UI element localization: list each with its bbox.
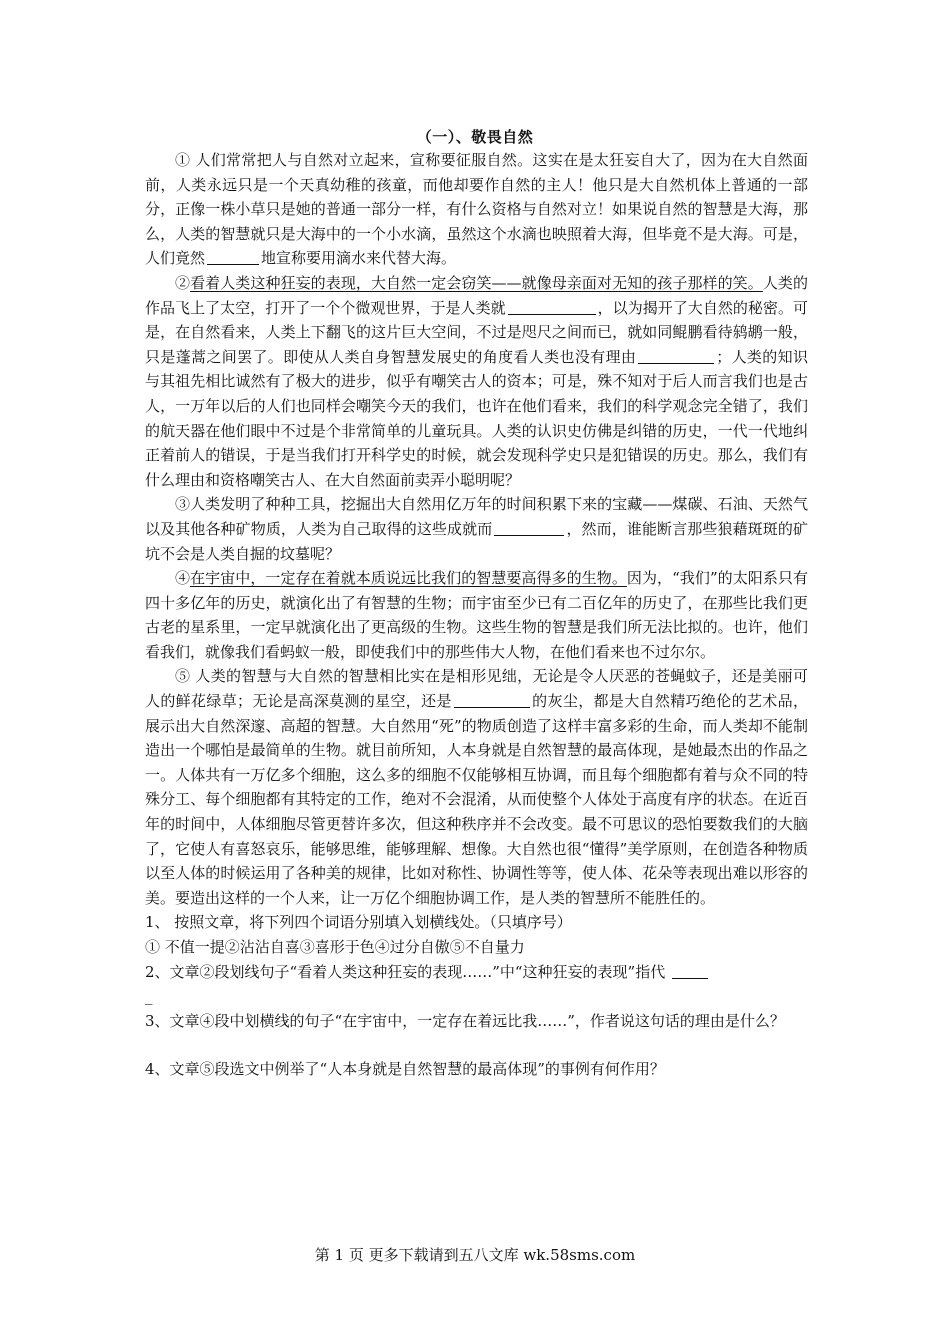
fill-blank-1 — [207, 249, 259, 265]
fill-blank-5 — [454, 692, 530, 708]
paragraph-1 — [145, 148, 808, 271]
paragraph-2-text-c: ；人类的知识与其祖先相比诚然有了极大的进步，似乎有嘲笑古人的资本；可是，殊不知对于后人而言我们也是古人，一万年以后的人们也同样会嘲笑今天的我们，也许在他们看来，我们的科学观念完全错了，我们的航天器在他们眼中不过是个非常简单的儿童玩具。人类的认识史仿佛是纠错的历史，一代一代地纠正着前人的错误，于是当我们打开科学史的时候，就会发现科学史只是犯错误的历史。那么，我们有什么理由和资格嘲笑古人、在大自然面前卖弄小聪明呢？ — [145, 347, 808, 489]
paragraph-2-underlined-sentence: 看着人类这种狂妄的表现，大自然一定会窃笑——就像母亲面对无知的孩子那样的笑。 — [190, 273, 763, 292]
paragraph-4-underlined-sentence: 在宇宙中，一定存在着就本质说远比我们的智慧要高得多的生物。 — [190, 569, 627, 588]
paragraph-3-text-a: ③人类发明了种种工具，挖掘出大自然用亿万年的时间积累下来的宝藏——煤碳、石油、天然气以及其他各种矿物质，人类为自己取得的这些成就而 — [145, 495, 808, 538]
paragraph-4-text-a: 因为，“我们”的太阳系只有四十多亿年的历史，就演化出了有智慧的生物；而宇宙至少已有二百亿年的历史了，在那些比我们更古老的星系里，一定早就演化出了更高级的生物。这些生物的智慧是我们所无法比拟的。也许，他们看我们，就像我们看蚂蚁一般，即使我们中的那些伟大人物，在他们看来也不过尔尔。 — [145, 569, 808, 661]
question-2 — [145, 960, 808, 1009]
paragraph-2-text-a: 人类的作品飞上了太空，打开了一个个微观世界，于是人类就 — [145, 273, 808, 317]
fill-blank-3 — [638, 348, 714, 364]
paragraph-2 — [145, 271, 808, 492]
paragraph-1-text-b: 地宣称要用滴水来代替大海。 — [261, 249, 457, 268]
paragraph-1-text-a: ① 人们常常把人与自然对立起来，宣称要征服自然。这实在是太狂妄自大了，因为在大自然面前，人类永远只是一个天真幼稚的孩童，而他却要作自然的主人！他只是大自然机体上普通的一部分，正像一株小草只是她的普通一部分一样，有什么资格与自然对立！如果说自然的智慧是大海，那么，人类的智慧就只是大海中的一个小水滴，虽然这个水滴也映照着大海，但毕竟不是大海。可是，人们竟然 — [145, 151, 808, 268]
question-4: 4、文章⑤段选文中例举了“人本身就是自然智慧的最高体现”的事例有何作用？ — [145, 1060, 665, 1079]
paragraph-2-text-b: ，以为揭开了大自然的秘密。可是，在自然看来，人类上下翻飞的这片巨大空间，不过是咫尺之间而已，就如同鲲鹏看待鸫鹕一般，只是蓬蒿之间罢了。即使从人类自身智慧发展史的角度看人类也没有理由 — [145, 298, 808, 366]
paragraph-5-text-a: ⑤ 人类的智慧与大自然的智慧相比实在是相形见绌，无论是令人厌恶的苍蝇蚊子，还是美丽可人的鲜花绿草；无论是高深莫测的星空，还是 — [145, 667, 808, 711]
question-1: 1、 按照文章，将下列四个词语分别填入划横线处。（只填序号） — [145, 913, 572, 932]
paragraph-4-lead: ④ — [175, 569, 191, 588]
paragraph-3 — [145, 492, 808, 566]
fill-blank-2 — [508, 299, 596, 315]
question-3: 3、文章④段中划横线的句子“在宇宙中，一定存在着远比我……”，作者说这句话的理由是什么？ — [145, 1011, 785, 1030]
question-1-options: ① 不值一提②沾沾自喜③喜形于色④过分自傲⑤不自量力 — [145, 938, 525, 956]
page-footer: 第 1 页 更多下载请到五八文库 wk.58sms.com — [314, 1246, 636, 1264]
paragraph-4 — [145, 566, 808, 664]
paragraph-3-text-b: ，然而，谁能断言那些狼藉斑斑的矿坑不会是人类自掘的坟墓呢？ — [145, 519, 808, 563]
answer-blank-2[interactable] — [672, 963, 708, 979]
fill-blank-4 — [494, 520, 564, 536]
section-title: （一）、敬畏自然 — [416, 128, 534, 146]
paragraph-5-text-b: 的灰尘，都是大自然精巧绝伦的艺术品，展示出大自然深邃、高超的智慧。大自然用“死”的物质创造了这样丰富多彩的生命，而人类却不能制造出一个哪怕是最简单的生物。就目前所知，人本身就是自然智慧的最高体现，是她最杰出的作品之一。人体共有一万亿多个细胞，这么多的细胞不仅能够相互协调，而且每个细胞都有着与众不同的特殊分工、每个细胞都有其特定的工作，绝对不会混淆，从而使整个人体处于高度有序的状态。在近百年的时间中，人体细胞尽管更替许多次，但这种秩序并不会改变。最不可思议的恐怕要数我们的大脑了，它使人有喜怒哀乐，能够思维，能够理解、想像。大自然也很“懂得”美学原则，在创造各种物质以至人体的时候运用了各种美的规律，比如对称性、协调性等等，使人体、花朵等表现出难以形容的美。要造出这样的一个人来，让一万亿个细胞协调工作，是人类的智慧所不能胜任的。 — [145, 692, 808, 907]
question-2-tail: _ — [145, 987, 153, 1006]
paragraph-5 — [145, 664, 808, 910]
paragraph-2-lead: ② — [175, 273, 191, 292]
question-2-text: 2、文章②段划线句子“看着人类这种狂妄的表现……”中“这种狂妄的表现”指代 — [145, 962, 666, 981]
document-body — [145, 148, 808, 1082]
answer-space-3[interactable] — [145, 1033, 808, 1057]
